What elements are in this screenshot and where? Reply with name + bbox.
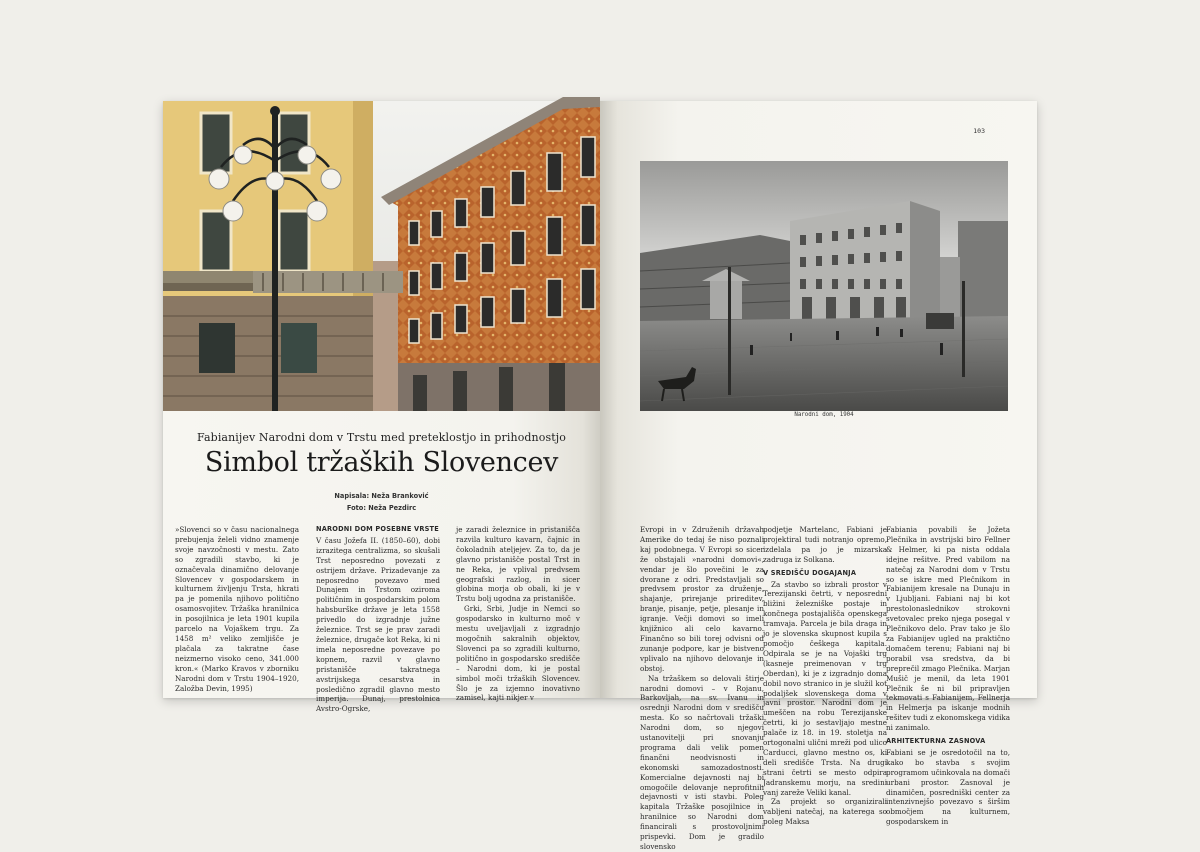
page-number: 103 [973,127,985,135]
historical-photo-narodni-dom [640,161,1008,411]
author-credit: Napisala: Neža Branković [334,492,429,500]
headline-title: Simbol tržaških Slovencev [204,447,559,478]
text-column-2 [763,525,887,827]
section-heading: V SREDIŠČU DOGAJANJA [763,568,857,577]
paragraph: Fabiani se je osredotočil na to, kako bo stavba s svojim programom učinkovala na domači urbani prostor. Zasnoval je dinamičen, posredniški center za intenzivnejšo povezavo s širšim območjem na kulturnem, gospodarskem in [886,747,1010,827]
paragraph: je zaradi železnice in pristanišča razvila kulturo kavarn, čajnic in čokoladnih ateljejev. Za to, da je glavno pristanišče postal Trst in ne Reka, je vplival predvsem geografski razlog, in sicer globina morja ob obali, ki je v Trstu bolj ugodna za pristanišče. [456,525,580,604]
magazine-spread [163,101,1037,851]
trieste-facade-photo [163,101,600,411]
paragraph: podjetje Martelanc, Fabiani je projektiral tudi notranjo opremo, izdelala pa jo je mizarska zadruga iz Solkana. [763,525,887,564]
intro-quote: »Slovenci so v času nacionalnega prebujenja želeli vidno znamenje svoje navzočnosti v mestu. Zato so zgradili stavbo, ki je označevala dinamično delovanje Slovencev v gospodarskem in kulturnem življenju Trsta, hkrati pa je pomenila njihovo politično osamosvojitev. Tržaška hranilnica in posojilnica je leta 1901 kupila parcelo na Vojaškem trgu. Za 1458 m² veliko zemljišče je plačala za takratne čase neizmerno visoko ceno, 341.000 kron.« (Marko Kravos v zborniku Narodni dom v Trstu 1904–1920, Založba Devin, 1995) [175,525,299,693]
paragraph: Grki, Srbi, Judje in Nemci so gospodarsko in kulturno moč v mestu uveljavljali z izgradnjo mogočnih sakralnih objektov, Slovenci pa so zgradili kulturno, politično in gospodarsko središče – Narodni dom, ki je postal simbol moči tržaških Slovencev. Šlo je za izjemno inovativno zamisel, kajti nikjer v [456,604,580,703]
paragraph: Fabiania povabili še Jožeta Plečnika in avstrijski biro Fellner & Helmer, ki pa nista oddala idejne rešitve. Pred vabilom na natečaj za Narodni dom v Trstu so se iskre med Plečnikom in Fabianijem kresale na Dunaju in v Ljubljani. Fabiani naj bi kot prestolonaslednikov strokovni svetovalec preko njega posegal v Plečnikovo delo. Prav tako je šlo za Fabianijev ugled na praktično domačem terenu; Fabiani naj bi porabil vsa sredstva, da bi preprečil zmago Plečnika. Marjan Mušič je menil, da leta 1901 Plečnik še ni bil pripravljen tekmovati s Fabianijem, Fellnerja in Helmerja pa iskanje modnih rešitev tudi z ekonomskega vidika ni zanimalo. [886,525,1011,733]
paragraph: Na tržaškem so delovali štirje narodni domovi – v Rojanu, Barkovljah, na sv. Ivanu in osrednji Narodni dom v središču mesta. Ko so načrtovali tržaški Narodni dom, so njegovi ustanovitelji pri snovanju programa dali velik pomen finančni neodvisnosti in ekonomski samozadostnosti. Komercialne dejavnosti naj bi omogočile delovanje neprofitnih dejavnosti v isti stavbi. Poleg kapitala Tržaške posojilnice in hranilnice so Narodni dom financirali s prostovoljnimi prispevki. Dom je gradilo slovensko [640,673,764,851]
text-column-3 [456,525,580,703]
text-column-2 [316,525,440,714]
right-page [600,101,1037,851]
article-credits [163,490,600,514]
text-column-1 [640,525,764,852]
text-column-3 [886,525,1010,827]
photo-caption: Narodni dom, 1904 [794,412,854,418]
left-page [163,101,600,714]
text-column-1 [175,525,299,693]
section-heading: NARODNI DOM POSEBNE VRSTE [316,525,439,533]
section-heading: ARHITEKTURNA ZASNOVA [886,737,986,746]
paragraph: Evropi in v Združenih državah Amerike do tedaj še niso poznali kaj podobnega. V Evropi so sicer že obstajali »narodni domovi«, vendar je šlo povečini le za dvorane z odri. Predstavljali so predvsem prostor za druženje, shajanje, prirejanje prireditev, branje, pisanje, petje, plesanje in igranje. Večji domovi so imeli knjižnico ali celo kavarno. Finančno so bili torej odvisni od zunanje podpore, kar je bistveno vplivalo na njihovo delovanje in obstoj. [640,525,764,673]
headline-subtitle: Fabianijev Narodni dom v Trstu med preteklostjo in prihodnostjo [197,431,566,444]
paragraph: Za projekt so organizirali vabljeni natečaj, na katerega so poleg Maksa [763,797,887,827]
photo-credit: Foto: Neža Pezdirc [346,504,417,512]
paragraph: Za stavbo so izbrali prostor v Terezijanski četrti, v neposredni bližini železniške postaje in končnega postajališča openskega tramvaja. Parcela je bila draga in jo je slovenska skupnost kupila s pomočjo češkega kapitala. Odpirala se je na Vojaški trg (kasneje preimenovan v trg Oberdan), ki je z izgradnjo doma dobil novo stranico in je služil kot podaljšek slovenskega doma v javni prostor. Narodni dom je umeščen na robu Terezijanske četrti, ki jo sestavljajo mestne palače iz 18. in 19. stoletja na ortogonalni ulični mreži pod ulico Carducci, glavno mestno os, ki deli središče Trsta. Na drugi strani četrti se mesto odpira Jadranskemu morju, na sredini vanj zareže Veliki kanal. [763,579,887,797]
paragraph: V času Jožefa II. (1850–60), dobi izrazitega centralizma, so skušali Trst neposredno povezati z ostrijem države. Prizadevanje za neposredno povezavo med Dunajem in Trstom oziroma političnim in gospodarskim polom habsburške države je leta 1558 privedlo do izgradnje južne železnice. Trst se je prav zaradi železnice, drugače kot Reka, ki ni imela neposredne povezave po kopnem, razvil v glavno pristanišče takratnega avstrijskega cesarstva in posledično zgradil glavno mesto imperija. Dunaj, prestolnica Avstro-Ogrske, [316,535,440,714]
